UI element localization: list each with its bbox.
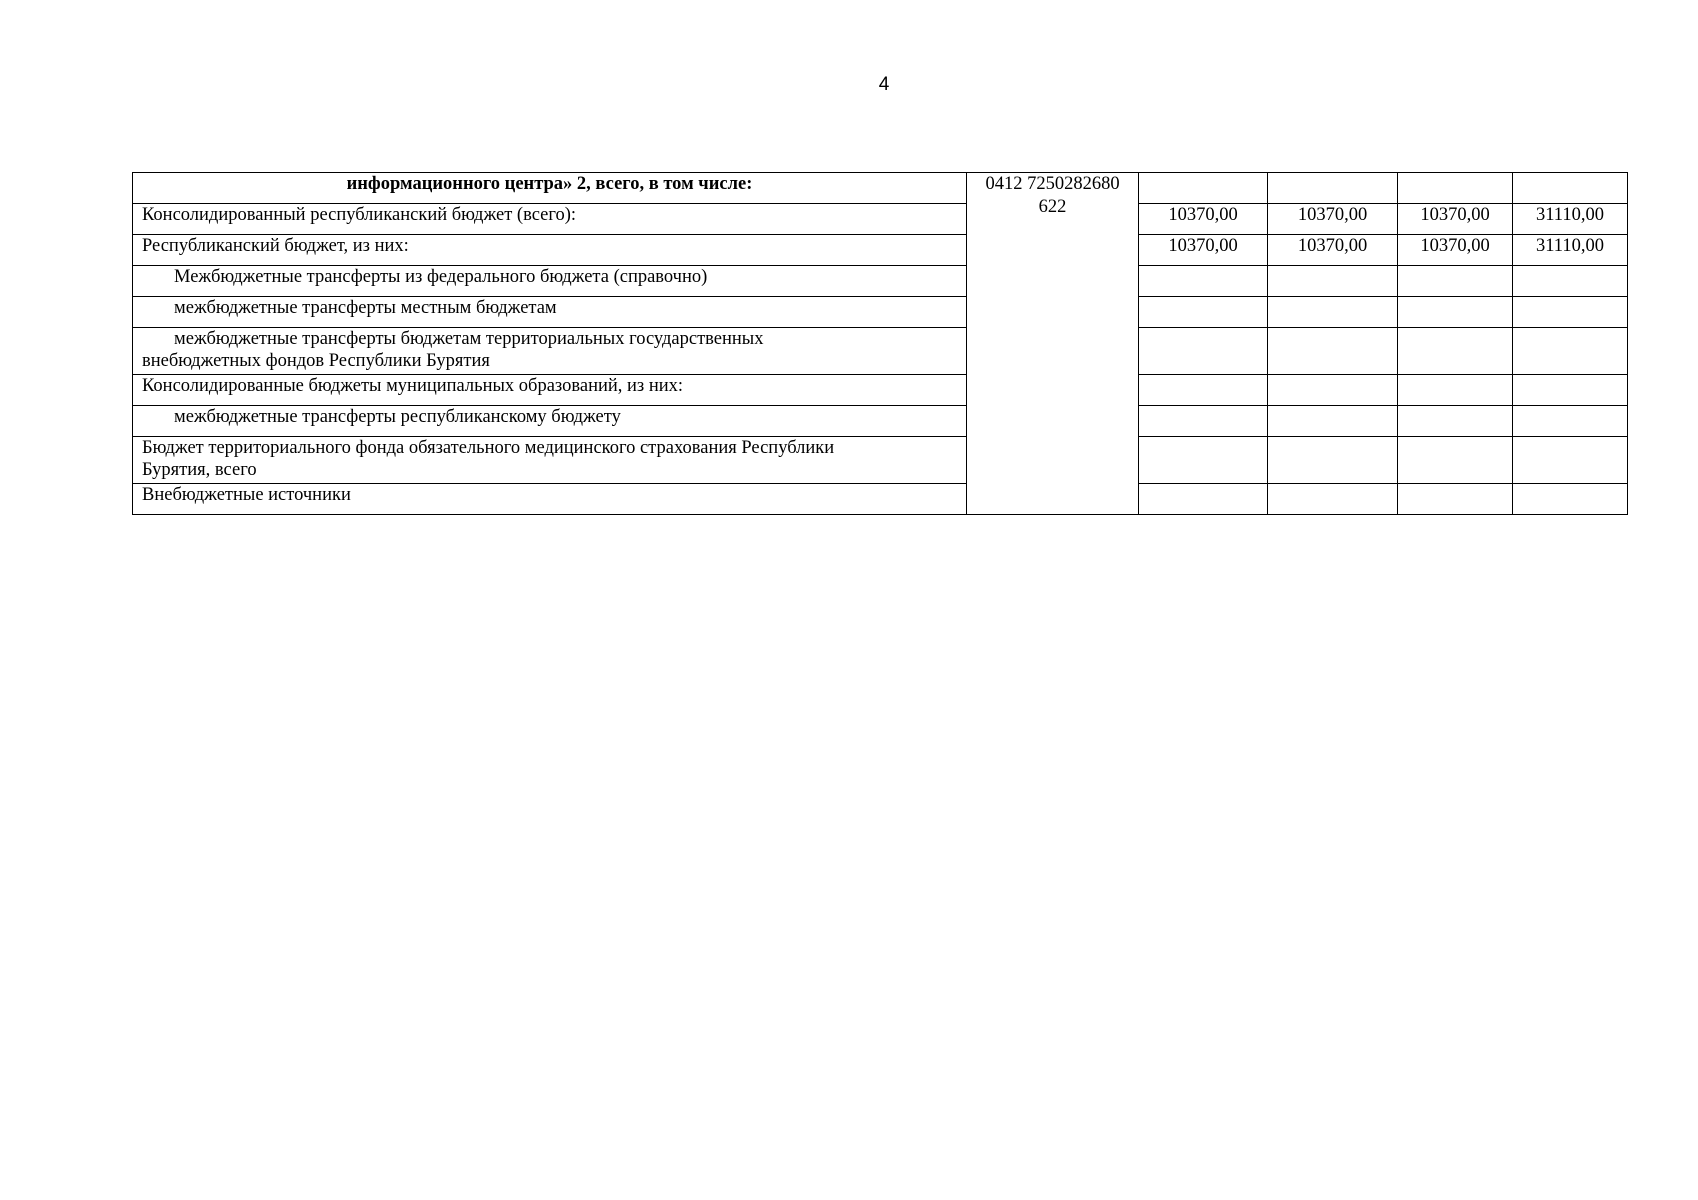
table-row — [133, 328, 1628, 375]
value-cell — [1268, 297, 1398, 328]
budget-code-cell — [967, 173, 1139, 515]
value-cell — [1398, 484, 1513, 515]
row-label — [133, 297, 967, 328]
row-label — [133, 328, 967, 375]
row-label — [133, 406, 967, 437]
value-cell — [1513, 266, 1628, 297]
value-cell — [1513, 173, 1628, 204]
row-label-text: внебюджетных фондов Республики Бурятия — [142, 351, 490, 371]
value-cell — [1139, 437, 1268, 484]
table-row — [133, 235, 1628, 266]
value-cell — [1139, 328, 1268, 375]
table-row-header — [133, 173, 1628, 204]
table-row — [133, 266, 1628, 297]
row-label-text: Межбюджетные трансферты из федерального бюджета (справочно) — [174, 267, 708, 287]
value-cell — [1398, 406, 1513, 437]
value-cell: 10370,00 — [1268, 204, 1398, 235]
row-label: Консолидированные бюджеты муниципальных образований, из них: — [133, 375, 967, 406]
table-row — [133, 406, 1628, 437]
value-cell — [1513, 484, 1628, 515]
value-cell — [1398, 328, 1513, 375]
budget-table — [132, 172, 1628, 515]
budget-code-line2: 622 — [1038, 197, 1067, 217]
row-label-text: межбюджетные трансферты местным бюджетам — [174, 298, 557, 318]
row-label — [133, 437, 967, 484]
value-cell: 10370,00 — [1139, 235, 1268, 266]
value-cell — [1139, 406, 1268, 437]
value-cell — [1513, 328, 1628, 375]
value-cell — [1398, 437, 1513, 484]
row-label: Консолидированный республиканский бюджет (всего): — [133, 204, 967, 235]
value-cell — [1139, 266, 1268, 297]
value-cell: 10370,00 — [1398, 235, 1513, 266]
page-number: 4 — [878, 74, 890, 95]
table-row — [133, 437, 1628, 484]
budget-code-line1: 0412 7250282680 — [985, 174, 1120, 194]
value-cell — [1268, 375, 1398, 406]
value-cell: 10370,00 — [1139, 204, 1268, 235]
row-label-text: Бюджет территориального фонда обязательного медицинского страхования Республики — [142, 438, 835, 458]
row-label: Внебюджетные источники — [133, 484, 967, 515]
value-cell: 31110,00 — [1513, 235, 1628, 266]
row-label-text: межбюджетные трансферты республиканскому бюджету — [174, 407, 621, 427]
row-label-text: межбюджетные трансферты бюджетам территориальных государственных — [174, 329, 764, 349]
value-cell: 10370,00 — [1398, 204, 1513, 235]
table-row — [133, 484, 1628, 515]
value-cell — [1268, 437, 1398, 484]
value-cell — [1398, 375, 1513, 406]
value-cell: 31110,00 — [1513, 204, 1628, 235]
value-cell: 10370,00 — [1268, 235, 1398, 266]
table-row — [133, 297, 1628, 328]
row-label-text: Бурятия, всего — [142, 460, 257, 480]
header-label: информационного центра» 2, всего, в том числе: — [133, 173, 967, 204]
table-row — [133, 375, 1628, 406]
value-cell — [1398, 266, 1513, 297]
row-label — [133, 266, 967, 297]
value-cell — [1139, 484, 1268, 515]
value-cell — [1139, 375, 1268, 406]
value-cell — [1139, 297, 1268, 328]
value-cell — [1513, 406, 1628, 437]
value-cell — [1268, 406, 1398, 437]
value-cell — [1513, 437, 1628, 484]
value-cell — [1513, 297, 1628, 328]
value-cell — [1268, 173, 1398, 204]
value-cell — [1513, 375, 1628, 406]
value-cell — [1398, 173, 1513, 204]
value-cell — [1268, 484, 1398, 515]
value-cell — [1139, 173, 1268, 204]
value-cell — [1268, 266, 1398, 297]
value-cell — [1398, 297, 1513, 328]
value-cell — [1268, 328, 1398, 375]
row-label: Республиканский бюджет, из них: — [133, 235, 967, 266]
table-row — [133, 204, 1628, 235]
